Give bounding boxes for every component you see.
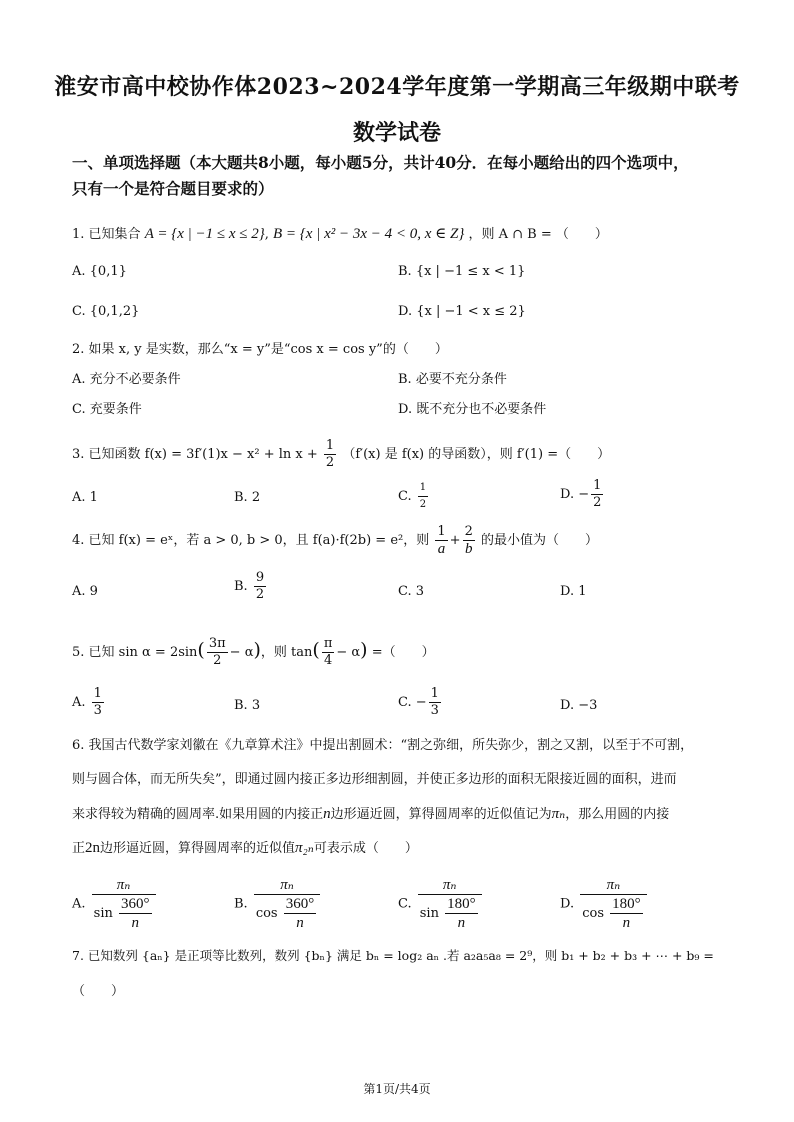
- q5-arg2-fraction: $\frac{\pi}{4}$: [323, 636, 333, 668]
- q5-option-a: A. $\frac{1}{3}$: [72, 686, 102, 718]
- section-heading: [72, 150, 732, 202]
- q3-option-b: B. 2: [234, 490, 261, 505]
- q6-option-a: A. πₙ sin $\frac{360^\circ}{n}$: [72, 876, 158, 932]
- q4-fraction-1-over-a: $\frac{1}{a}$: [437, 524, 446, 557]
- q6-option-d: D. πₙ cos $\frac{180^\circ}{n}$: [560, 876, 649, 932]
- section-heading-line1: 一、单项选择题（本大题共8小题，每小题5分，共计40分．在每小题给出的四个选项中，: [72, 153, 689, 172]
- q5-mid: ，则 tan: [260, 645, 313, 660]
- q5-option-d: D. −3: [560, 698, 598, 713]
- q6-option-c-fraction: πₙ sin $\frac{180^\circ}{n}$: [418, 876, 482, 932]
- q1-set-a: A = {x | −1 ≤ x ≤ 2}: [144, 226, 265, 242]
- q3-option-a: A. 1: [72, 490, 98, 505]
- q6-line3: 来求得较为精确的圆周率.如果用圆的内接正n边形逼近圆，算得圆周率的近似值记为πₙ，那么用圆的内接: [72, 806, 670, 822]
- q5-option-c: C. − $\frac{1}{3}$: [398, 686, 439, 718]
- q1-option-c: C. {0,1,2}: [72, 304, 140, 319]
- q4-option-b-fraction: $\frac{9}{2}$: [255, 570, 265, 602]
- page-number: 第1页/共4页: [363, 1082, 431, 1096]
- question-3: [72, 438, 732, 471]
- q3-option-d: D. − $\frac{1}{2}$: [560, 478, 602, 510]
- question-2: 2. 如果 x, y 是实数，那么“x = y”是“cos x = cos y”的（ ）: [72, 342, 448, 357]
- q4-option-d: D. 1: [560, 584, 587, 599]
- q3-suffix: （f′(x) 是 f(x) 的导函数），则 f′(1) =（ ）: [342, 447, 611, 462]
- q5-arg1-fraction: $\frac{3\pi}{2}$: [208, 636, 226, 668]
- q4-fraction-2-over-b: $\frac{2}{b}$: [464, 524, 473, 557]
- q5-option-b: B. 3: [234, 698, 261, 713]
- q3-option-d-fraction: $\frac{1}{2}$: [593, 478, 602, 510]
- q4-option-c: C. 3: [398, 584, 425, 599]
- q1-option-b: B. {x | −1 ≤ x < 1}: [398, 264, 526, 279]
- q1-suffix: ，则 A ∩ B = （ ）: [468, 227, 608, 242]
- q7-line2: （ ）: [72, 984, 125, 999]
- q6-line2: 则与圆合体，而无所失矣”，即通过圆内接正多边形细割圆，并使正多边形的面积无限接近圆的面积，进而: [72, 772, 677, 787]
- q6-option-b: B. πₙ cos $\frac{360^\circ}{n}$: [234, 876, 322, 932]
- q4-suffix: 的最小值为（ ）: [480, 533, 598, 548]
- question-5: 5. 已知 sin α = 2sin( $\frac{3\pi}{2}$ − α)，则 tan( $\frac{\pi}{4}$ − α) =（ ）: [72, 636, 435, 668]
- q3-option-c-fraction: $\frac{1}{2}$: [419, 482, 427, 510]
- q2-option-b: B. 必要不充分条件: [398, 372, 507, 387]
- q6-option-c: C. πₙ sin $\frac{180^\circ}{n}$: [398, 876, 484, 932]
- q1-option-d: D. {x | −1 < x ≤ 2}: [398, 304, 526, 319]
- q3-option-c: C. $\frac{1}{2}$: [398, 480, 430, 513]
- q7-line1: 7. 已知数列 {aₙ} 是正项等比数列，数列 {bₙ} 满足 bₙ = log₂ aₙ .若 a₂a₅a₈ = 2⁹，则 b₁ + b₂ + b₃ + ⋯ + b₉ =: [72, 948, 714, 963]
- question-7: [72, 946, 732, 1002]
- q6-option-d-fraction: πₙ cos $\frac{180^\circ}{n}$: [580, 876, 646, 932]
- question-6: [72, 736, 732, 872]
- q3-half-fraction: $\frac{1}{2}$: [325, 438, 335, 470]
- q6-option-b-fraction: πₙ cos $\frac{360^\circ}{n}$: [254, 876, 320, 932]
- q5-prefix: 5. 已知 sin α = 2sin: [72, 645, 198, 660]
- q6-line4: 正2n边形逼近圆，算得圆周率的近似值π₂ₙ可表示成（ ）: [72, 840, 418, 856]
- exam-title: 淮安市高中校协作体2023~2024学年度第一学期高三年级期中联考: [54, 74, 740, 100]
- q3-prefix: 3. 已知函数 f(x) = 3f′(1)x − x² + ln x +: [72, 447, 318, 462]
- q2-option-c: C. 充要条件: [72, 402, 142, 417]
- q2-option-a: A. 充分不必要条件: [72, 372, 181, 387]
- q4-prefix: 4. 已知 f(x) = eˣ，若 a > 0, b > 0，且 f(a)·f(2b) = e²，则: [72, 533, 430, 548]
- q2-option-d: D. 既不充分也不必要条件: [398, 402, 547, 417]
- question-4: 4. 已知 f(x) = eˣ，若 a > 0, b > 0，且 f(a)·f(2b) = e²，则 $\frac{1}{a}$ + $\frac{2}{b}$ 的最小值为（ ）: [72, 524, 598, 557]
- q6-option-a-fraction: πₙ sin $\frac{360^\circ}{n}$: [92, 876, 156, 932]
- exam-subtitle: 数学试卷: [352, 120, 441, 146]
- q5-option-a-fraction: $\frac{1}{3}$: [93, 686, 102, 718]
- q6-line1: 6. 我国古代数学家刘徽在《九章算术注》中提出割圆术：“割之弥细，所失弥少，割之又割，以至于不可割，: [72, 738, 694, 753]
- section-heading-line2: 只有一个是符合题目要求的）: [72, 179, 274, 198]
- q1-option-a: A. {0,1}: [72, 264, 127, 279]
- q5-suffix: =（ ）: [371, 645, 435, 660]
- q5-option-c-fraction: $\frac{1}{3}$: [430, 686, 439, 718]
- q1-set-b: B = {x | x² − 3x − 4 < 0, x ∈ Z}: [273, 226, 465, 242]
- q4-option-a: A. 9: [72, 584, 98, 599]
- question-1: 1. 已知集合 A = {x | −1 ≤ x ≤ 2}, B = {x | x² − 3x − 4 < 0, x ∈ Z} ，则 A ∩ B = （ ）: [72, 226, 608, 242]
- q1-prefix: 1. 已知集合: [72, 227, 141, 242]
- q4-option-b: B. $\frac{9}{2}$: [234, 570, 265, 602]
